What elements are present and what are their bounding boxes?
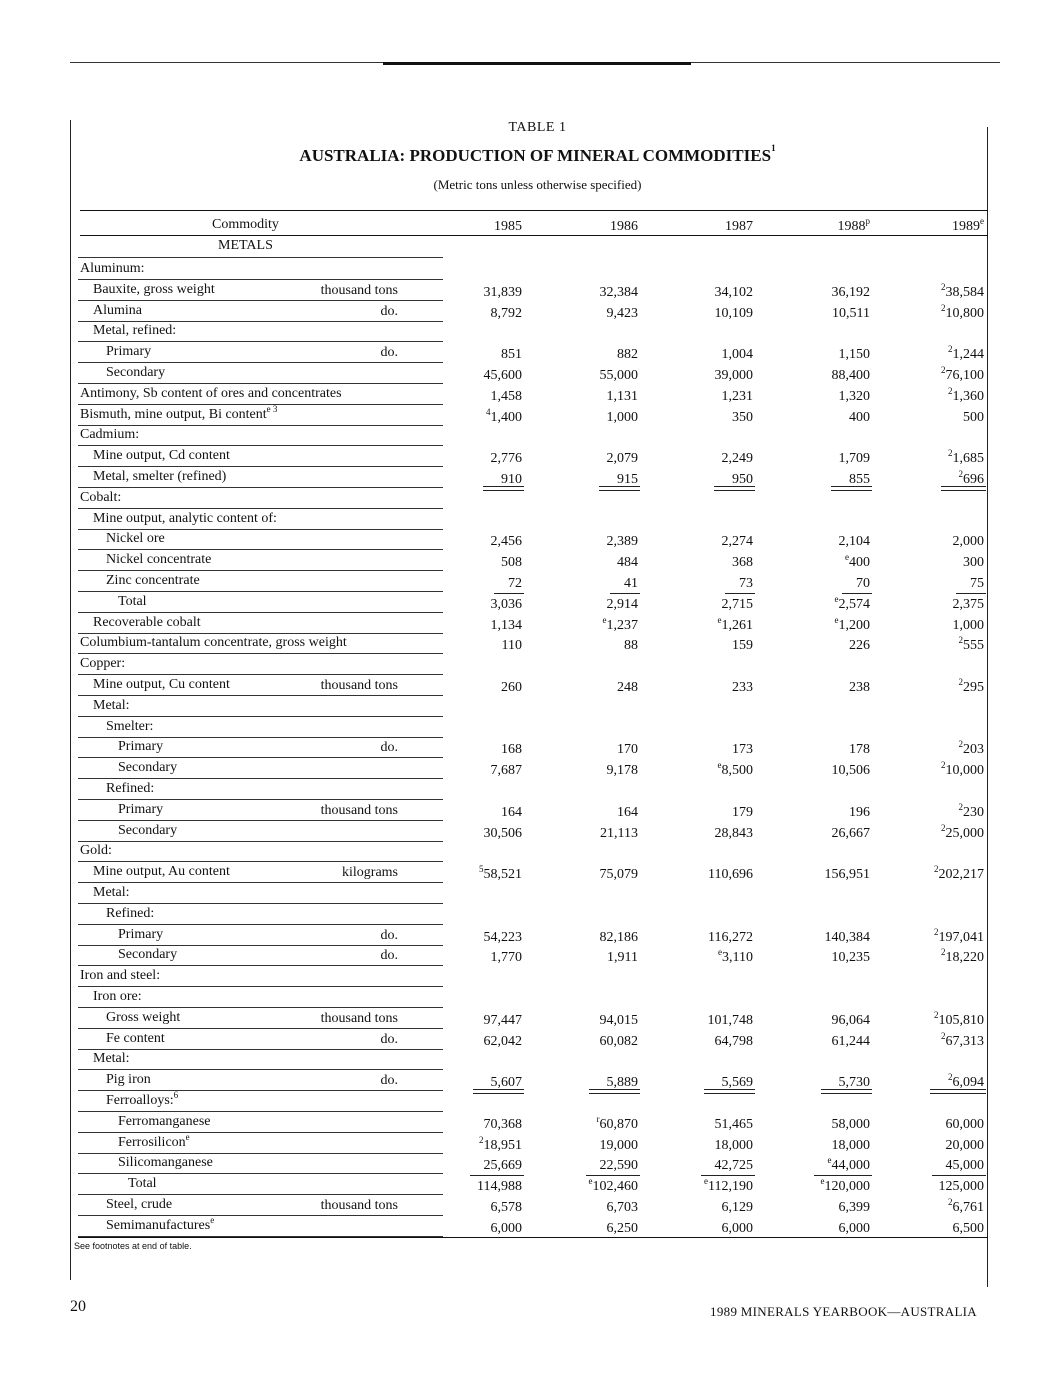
value-cell: 1,000	[606, 409, 638, 425]
value-cell: 2,000	[952, 534, 984, 550]
value-cell: 170	[617, 742, 638, 758]
year-header: 1988$^p$	[837, 216, 870, 234]
row-label: Metal, refined:	[93, 323, 177, 339]
value-cell: $^2$295	[958, 677, 984, 695]
table-row	[0, 1153, 1053, 1174]
value-cell: $^5$58,521	[479, 864, 522, 883]
value-cell: $^e$102,460	[588, 1176, 638, 1195]
row-label: Fe content	[106, 1030, 165, 1046]
value-cell: 6,399	[838, 1200, 870, 1215]
value-cell: 1,004	[721, 347, 753, 363]
value-cell: 45,000	[945, 1158, 984, 1174]
row-unit: do.	[380, 740, 398, 756]
value-cell: 70	[856, 576, 870, 591]
value-cell: 114,988	[477, 1179, 522, 1195]
value-cell: 5,569	[721, 1075, 753, 1091]
value-cell: $^2$1,360	[948, 385, 984, 404]
section-rule	[78, 257, 443, 258]
row-label: Mine output, Au content	[93, 864, 230, 880]
commodity-header: Commodity	[212, 217, 279, 232]
value-cell: 500	[963, 409, 984, 425]
value-cell: 484	[617, 555, 638, 571]
value-cell: 6,500	[952, 1220, 984, 1236]
table-row	[0, 467, 1053, 488]
value-cell: 6,703	[606, 1200, 638, 1215]
value-cell: 2,776	[490, 451, 522, 467]
value-cell: 1,911	[607, 950, 638, 966]
value-cell: 508	[501, 555, 522, 571]
value-cell: 18,000	[714, 1137, 753, 1153]
value-cell: $^e$112,190	[704, 1176, 753, 1195]
value-cell: 1,231	[721, 388, 753, 404]
value-cell: 94,015	[599, 1012, 638, 1028]
row-label: Recoverable cobalt	[93, 614, 201, 630]
row-label: Total	[118, 593, 147, 609]
value-cell: 58,000	[831, 1116, 870, 1132]
year-header: 1985	[494, 219, 522, 234]
value-cell: 25,669	[483, 1158, 522, 1174]
value-cell: 400	[849, 409, 870, 425]
table-row	[0, 945, 1053, 966]
value-cell: 64,798	[714, 1033, 753, 1049]
value-cell: $^2$67,313	[941, 1030, 984, 1049]
value-cell: $^2$203	[958, 739, 984, 758]
value-cell: 2,375	[952, 596, 984, 612]
value-cell: 1,000	[952, 617, 984, 633]
value-cell: 7,687	[490, 763, 522, 779]
value-cell: 164	[617, 804, 638, 820]
row-label: Refined:	[106, 905, 155, 921]
row-label: Nickel concentrate	[106, 552, 212, 568]
value-cell: 75	[970, 576, 984, 591]
value-cell: 20,000	[945, 1137, 984, 1153]
table-row	[0, 1008, 1053, 1029]
value-cell: 60,082	[599, 1033, 638, 1049]
value-cell: 42,725	[714, 1158, 753, 1174]
value-cell: 45,600	[483, 368, 522, 383]
value-cell: 8,792	[490, 305, 522, 321]
value-cell: 368	[732, 555, 753, 571]
value-cell: 6,129	[721, 1200, 753, 1215]
value-cell: 2,389	[606, 534, 638, 550]
value-cell: 10,109	[714, 305, 753, 321]
table-row	[0, 821, 1053, 842]
value-cell: $^2$230	[958, 801, 984, 820]
value-cell: $^e$8,500	[717, 760, 753, 779]
value-cell: 96,064	[831, 1012, 870, 1028]
value-cell: 140,384	[824, 929, 870, 945]
row-label: Alumina	[93, 302, 142, 318]
value-cell: 2,104	[838, 534, 870, 550]
metals-section-header: METALS	[218, 238, 273, 253]
table-row	[0, 613, 1053, 634]
value-cell: 882	[617, 347, 638, 363]
row-label: Nickel ore	[106, 531, 165, 547]
value-cell: $^e$2,574	[834, 593, 870, 612]
row-unit: do.	[380, 1031, 398, 1047]
value-cell: 9,178	[606, 763, 638, 779]
table-row	[0, 425, 1053, 446]
value-cell: $^e$1,200	[834, 614, 870, 633]
value-cell: $^2$105,810	[934, 1009, 984, 1028]
value-cell: 2,274	[721, 534, 753, 550]
value-cell: 73	[739, 576, 753, 591]
value-cell: 300	[963, 555, 984, 571]
value-cell: $^2$197,041	[934, 926, 984, 945]
value-cell: 260	[501, 680, 522, 695]
table-row	[0, 280, 1053, 301]
value-cell: 19,000	[599, 1137, 638, 1153]
row-label: Mine output, Cu content	[93, 677, 230, 692]
value-cell: 97,447	[483, 1012, 522, 1028]
value-cell: 101,748	[707, 1012, 753, 1028]
row-label: Aluminum:	[80, 261, 145, 276]
value-cell: 28,843	[714, 825, 753, 841]
row-label: Steel, crude	[106, 1197, 173, 1212]
value-cell: 159	[732, 638, 753, 654]
value-cell: 2,079	[606, 451, 638, 467]
row-unit: do.	[380, 303, 398, 319]
table-row	[0, 904, 1053, 925]
row-label: Pig iron	[106, 1072, 151, 1088]
row-label: Mine output, Cd content	[93, 448, 230, 464]
value-cell: 21,113	[600, 825, 638, 841]
row-label: Smelter:	[106, 718, 154, 734]
row-unit: thousand tons	[320, 282, 398, 298]
table-row	[0, 550, 1053, 571]
table-title: AUSTRALIA: PRODUCTION OF MINERAL COMMODITIES$^1$	[299, 143, 776, 165]
row-label: Metal:	[93, 697, 130, 713]
row-label: Primary	[118, 739, 164, 755]
row-label: Ferrosilicon$^e$	[118, 1131, 190, 1150]
value-cell: 1,131	[606, 388, 638, 404]
table-subtitle: (Metric tons unless otherwise specified)	[433, 177, 642, 192]
row-label: Zinc concentrate	[106, 573, 200, 588]
table-row	[0, 488, 1053, 509]
value-cell: 226	[849, 638, 870, 654]
row-label: Ferromanganese	[118, 1113, 211, 1129]
value-cell: 233	[732, 680, 753, 695]
table-row	[0, 925, 1053, 946]
table-row	[0, 717, 1053, 738]
row-label: Primary	[118, 926, 164, 942]
table-number: TABLE 1	[508, 120, 567, 135]
value-cell: $^2$696	[958, 469, 984, 487]
value-cell: 168	[501, 742, 522, 758]
value-cell: 1,458	[490, 388, 522, 404]
value-cell: 60,000	[945, 1116, 984, 1132]
row-label: Iron and steel:	[80, 968, 161, 984]
value-cell: 6,250	[606, 1220, 638, 1236]
value-cell: 88,400	[831, 368, 870, 383]
row-label: Secondary	[118, 822, 178, 838]
value-cell: 88	[624, 638, 638, 654]
row-label: Iron ore:	[93, 989, 142, 1004]
row-unit: do.	[380, 1073, 398, 1089]
value-cell: $^2$38,584	[941, 281, 984, 300]
row-label: Primary	[118, 801, 164, 817]
value-cell: 851	[501, 347, 522, 363]
row-unit: kilograms	[342, 865, 398, 881]
value-cell: 5,607	[490, 1075, 522, 1091]
row-unit: thousand tons	[320, 802, 398, 818]
row-label: Gold:	[80, 843, 112, 859]
table-row	[0, 1029, 1053, 1050]
table-row	[0, 1091, 1053, 1112]
table-bottom-rule	[78, 1237, 988, 1238]
value-cell: 82,186	[599, 929, 638, 945]
value-cell: 75,079	[599, 867, 638, 883]
value-cell: 125,000	[938, 1179, 984, 1195]
row-unit: thousand tons	[320, 678, 398, 693]
value-cell: 54,223	[483, 929, 522, 945]
year-header: 1986	[610, 219, 638, 234]
row-unit: thousand tons	[320, 1010, 398, 1026]
table-row	[0, 675, 1053, 696]
year-header: 1987	[725, 219, 753, 234]
table-row	[0, 342, 1053, 363]
value-cell: $^r$60,870	[596, 1113, 638, 1132]
row-unit: do.	[380, 948, 398, 964]
value-cell: 36,192	[831, 284, 870, 300]
table-row	[0, 633, 1053, 654]
page-number: 20	[70, 1298, 86, 1315]
table-row	[0, 1049, 1053, 1070]
value-cell: 10,506	[831, 763, 870, 779]
year-header: 1989e	[952, 216, 984, 234]
value-cell: $^2$1,685	[948, 448, 984, 467]
value-cell: 248	[617, 680, 638, 695]
value-cell: $^2$10,800	[941, 302, 984, 321]
value-cell: 39,000	[714, 368, 753, 383]
row-label: Silicomanganese	[118, 1155, 213, 1171]
value-cell: 116,272	[708, 929, 753, 945]
table-row	[0, 571, 1053, 592]
value-cell: 18,000	[831, 1137, 870, 1153]
row-label: Semimanufactures$^e$	[106, 1214, 215, 1233]
row-label: Secondary	[118, 760, 178, 776]
value-cell: $^2$555	[958, 635, 984, 654]
row-label: Refined:	[106, 781, 155, 796]
value-cell: 51,465	[714, 1116, 753, 1132]
row-label: Secondary	[118, 947, 178, 963]
value-cell: 2,715	[721, 596, 753, 612]
value-cell: 1,134	[490, 617, 522, 633]
value-cell: 110,696	[708, 867, 753, 883]
table-row	[0, 654, 1053, 675]
row-label: Cadmium:	[80, 427, 140, 443]
table-row	[0, 1112, 1053, 1133]
table-row	[0, 1133, 1053, 1154]
row-label: Columbium-tantalum concentrate, gross weight	[80, 635, 347, 651]
value-cell: 1,709	[838, 451, 870, 467]
row-unit: thousand tons	[320, 1198, 398, 1213]
value-cell: 2,456	[490, 534, 522, 550]
row-label: Cobalt:	[80, 489, 122, 505]
header-top-rule	[80, 210, 988, 211]
table-row	[0, 301, 1053, 322]
value-cell: 110	[501, 638, 522, 654]
top-thick-rule	[383, 62, 691, 65]
table-row	[0, 1216, 1053, 1237]
row-label: Ferroalloys:$^6$	[106, 1090, 179, 1108]
value-cell: 31,839	[483, 284, 522, 300]
value-cell: $^2$18,951	[479, 1134, 522, 1153]
table-row	[0, 841, 1053, 862]
table-row	[0, 259, 1053, 280]
row-label: Gross weight	[106, 1009, 181, 1025]
row-label: Metal:	[93, 885, 130, 900]
value-cell: 915	[617, 472, 638, 487]
value-cell: 72	[508, 576, 522, 591]
value-cell: 178	[849, 742, 870, 758]
value-cell: $^4$1,400	[486, 406, 522, 425]
table-row	[0, 883, 1053, 904]
value-cell: 61,244	[831, 1033, 870, 1049]
row-label: Antimony, Sb content of ores and concentrates	[80, 385, 342, 401]
value-cell: 855	[849, 472, 870, 487]
value-cell: 1,150	[838, 347, 870, 363]
value-cell: 62,042	[483, 1033, 522, 1049]
value-cell: 5,730	[838, 1075, 870, 1091]
row-unit: do.	[380, 345, 398, 361]
table-row	[0, 1195, 1053, 1216]
table-row	[0, 384, 1053, 405]
value-cell: $^e$1,261	[717, 614, 753, 633]
table-row	[0, 509, 1053, 530]
value-cell: 41	[624, 576, 638, 591]
running-title: 1989 MINERALS YEARBOOK—AUSTRALIA	[710, 1304, 977, 1319]
value-cell: $^e$44,000	[827, 1155, 870, 1174]
row-label: Secondary	[106, 365, 166, 380]
value-cell: 6,578	[490, 1200, 522, 1215]
value-cell: $^e$400	[845, 552, 870, 571]
value-cell: 2,249	[721, 451, 753, 467]
value-cell: 22,590	[599, 1158, 638, 1174]
table-row	[0, 758, 1053, 779]
table-row	[0, 529, 1053, 550]
row-label: Mine output, analytic content of:	[93, 510, 277, 526]
table-row	[0, 592, 1053, 613]
value-cell: $^2$76,100	[941, 365, 984, 383]
table-row	[0, 862, 1053, 883]
value-cell: $^2$10,000	[941, 760, 984, 779]
value-cell: $^e$1,237	[602, 614, 638, 633]
value-cell: 2,914	[606, 596, 638, 612]
value-cell: $^2$1,244	[948, 344, 984, 363]
value-cell: 32,384	[599, 284, 638, 300]
table-row	[0, 987, 1053, 1008]
value-cell: 238	[849, 680, 870, 695]
footnote-note: See footnotes at end of table.	[74, 1241, 192, 1251]
table-row	[0, 405, 1053, 426]
value-cell: 10,511	[832, 305, 870, 321]
value-cell: $^2$25,000	[941, 822, 984, 841]
value-cell: $^2$6,094	[948, 1072, 984, 1091]
value-cell: 10,235	[831, 950, 870, 966]
table-row	[0, 1070, 1053, 1091]
table-row	[0, 363, 1053, 384]
row-label: Metal, smelter (refined)	[93, 469, 227, 484]
value-cell: 55,000	[599, 368, 638, 383]
row-label: Metal:	[93, 1051, 130, 1067]
value-cell: 350	[732, 409, 753, 425]
value-cell: 6,000	[721, 1220, 753, 1236]
header-bottom-rule	[80, 235, 988, 236]
value-cell: 34,102	[714, 284, 753, 300]
value-cell: 9,423	[606, 305, 638, 321]
table-row	[0, 696, 1053, 717]
row-label: Copper:	[80, 656, 126, 672]
value-cell: $^2$6,761	[948, 1197, 984, 1215]
row-label: Bauxite, gross weight	[93, 281, 215, 297]
value-cell: 164	[501, 804, 522, 820]
value-cell: 6,000	[838, 1220, 870, 1236]
value-cell: 30,506	[483, 825, 522, 841]
value-cell: 1,320	[838, 388, 870, 404]
value-cell: 910	[501, 472, 522, 487]
value-cell: 70,368	[483, 1116, 522, 1132]
row-label: Total	[128, 1176, 157, 1192]
row-label: Bismuth, mine output, Bi content$^{e 3}$	[80, 403, 278, 422]
value-cell: $^2$202,217	[934, 864, 984, 883]
value-cell: 3,036	[490, 596, 522, 612]
table-row	[0, 446, 1053, 467]
value-cell: 1,770	[490, 950, 522, 966]
row-unit: do.	[380, 927, 398, 943]
value-cell: 179	[732, 804, 753, 820]
table-row	[0, 737, 1053, 758]
value-cell: $^e$3,110	[718, 947, 753, 966]
value-cell: 950	[732, 472, 753, 487]
value-cell: 26,667	[831, 825, 870, 841]
value-cell: $^2$18,220	[941, 947, 984, 966]
value-cell: $^e$120,000	[820, 1176, 870, 1195]
value-cell: 156,951	[824, 867, 870, 883]
value-cell: 5,889	[606, 1075, 638, 1091]
row-label: Primary	[106, 344, 152, 360]
table-row	[0, 1174, 1053, 1195]
table-row	[0, 800, 1053, 821]
value-cell: 173	[732, 742, 753, 758]
value-cell: 196	[849, 804, 870, 820]
table-row	[0, 779, 1053, 800]
table-row	[0, 966, 1053, 987]
table-row	[0, 321, 1053, 342]
value-cell: 6,000	[490, 1220, 522, 1236]
